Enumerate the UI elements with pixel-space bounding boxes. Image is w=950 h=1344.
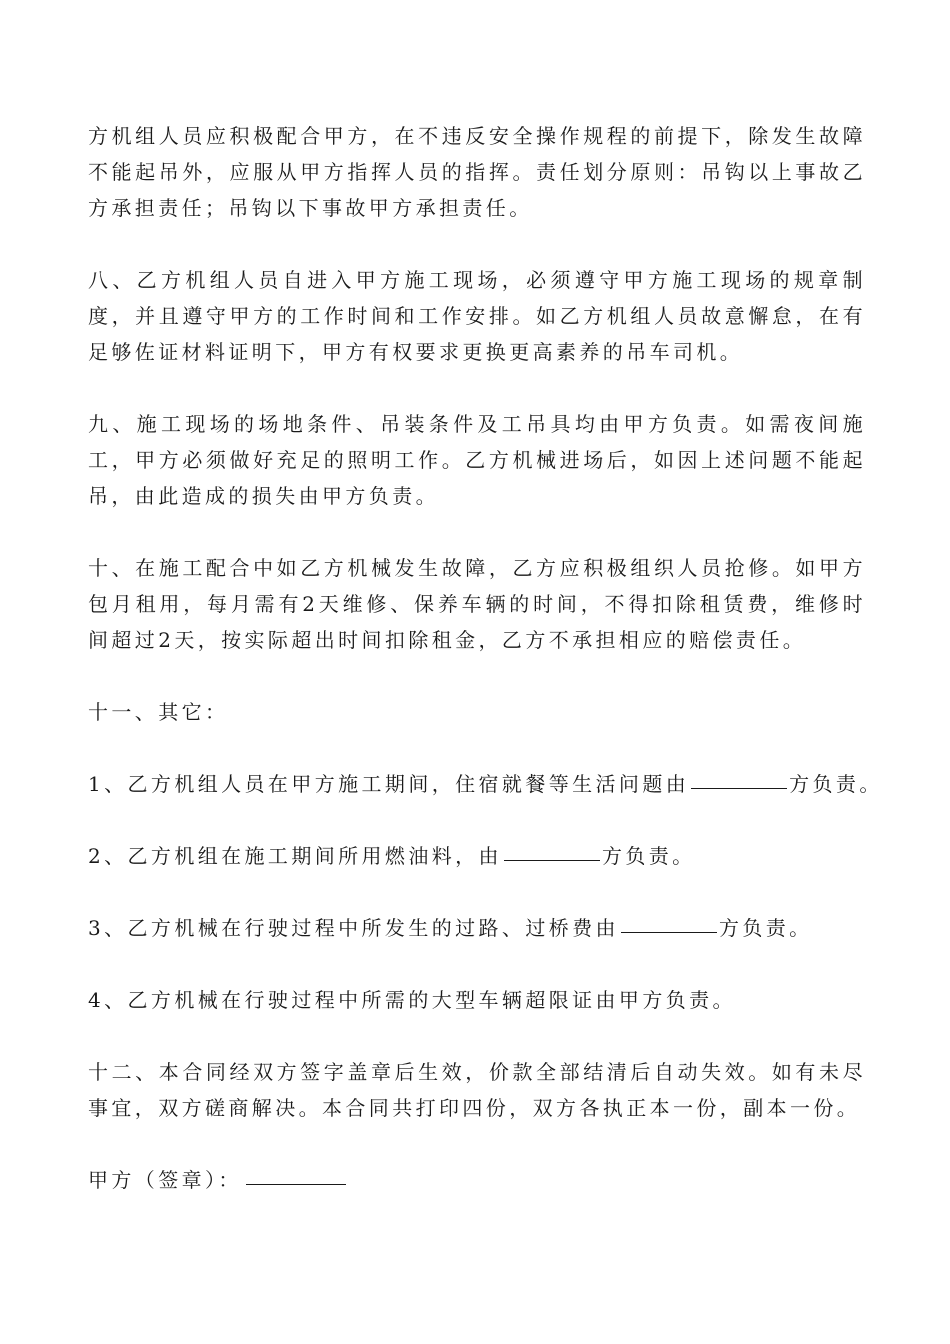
fill-in-blank	[691, 787, 787, 789]
party-a-signature-label: 甲方（签章）：	[88, 1168, 242, 1192]
sub-clause-4: 4、乙方机械在行驶过程中所需的大型车辆超限证由甲方负责。	[88, 988, 736, 1012]
sub-clause-2-suffix: 方负责。	[601, 844, 696, 868]
clause-11-heading: 十一、其它：	[88, 700, 229, 724]
contract-body	[88, 118, 883, 1234]
sub-clause-1	[88, 766, 883, 802]
sub-clause-1-text: 1、乙方机组人员在甲方施工期间，住宿就餐等生活问题由	[88, 772, 690, 796]
clause-8: 八、乙方机组人员自进入甲方施工现场，必须遵守甲方施工现场的规章制度，并且遵守甲方的工作时间和工作安排。如乙方机组人员故意懈怠，在有足够佐证材料证明下，甲方有权要求更换更高素养的吊车司机。	[88, 268, 866, 364]
party-a-signature-line	[88, 1162, 866, 1198]
sub-clause-3-suffix: 方负责。	[718, 916, 813, 940]
sub-clause-3-text: 3、乙方机械在行驶过程中所发生的过路、过桥费由	[88, 916, 619, 940]
sub-clause-2	[88, 838, 866, 874]
signature-blank	[246, 1184, 346, 1185]
clause-7-continuation: 方机组人员应积极配合甲方，在不违反安全操作规程的前提下，除发生故障不能起吊外，应服从甲方指挥人员的指挥。责任划分原则：吊钩以上事故乙方承担责任；吊钩以下事故甲方承担责任。	[88, 124, 866, 220]
sub-clause-2-text: 2、乙方机组在施工期间所用燃油料，由	[88, 844, 502, 868]
clause-10: 十、在施工配合中如乙方机械发生故障，乙方应积极组织人员抢修。如甲方包月租用，每月需有2天维修、保养车辆的时间，不得扣除租赁费，维修时间超过2天，按实际超出时间扣除租金，乙方不承担相应的赔偿责任。	[88, 556, 866, 652]
sub-clause-3	[88, 910, 866, 946]
clause-12: 十二、本合同经双方签字盖章后生效，价款全部结清后自动失效。如有未尽事宜，双方磋商解决。本合同共打印四份，双方各执正本一份，副本一份。	[88, 1060, 866, 1120]
fill-in-blank	[621, 931, 717, 933]
sub-clause-1-suffix: 方负责。	[789, 772, 883, 796]
clause-9: 九、施工现场的场地条件、吊装条件及工吊具均由甲方负责。如需夜间施工，甲方必须做好充足的照明工作。乙方机械进场后，如因上述问题不能起吊，由此造成的损失由甲方负责。	[88, 412, 866, 508]
fill-in-blank	[504, 859, 600, 861]
